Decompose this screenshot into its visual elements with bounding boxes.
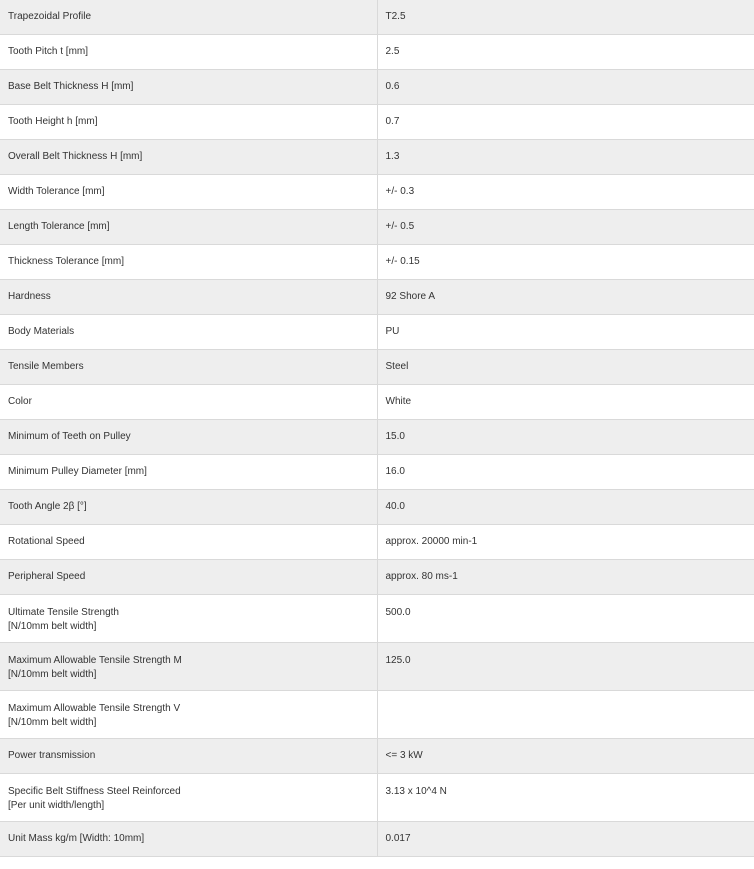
spec-value-cell (377, 315, 754, 350)
spec-label-cell (0, 643, 377, 691)
spec-value-cell (377, 280, 754, 315)
spec-value-cell (377, 105, 754, 140)
spec-value: approx. 80 ms-1 (385, 571, 458, 582)
spec-label: Width Tolerance [mm] (8, 186, 105, 197)
table-row (0, 140, 754, 175)
spec-value-cell (377, 643, 754, 691)
table-row (0, 595, 754, 643)
spec-label-cell (0, 210, 377, 245)
spec-label-cell (0, 245, 377, 280)
spec-label-cell (0, 280, 377, 315)
spec-label-cell (0, 490, 377, 525)
spec-label-cell (0, 175, 377, 210)
spec-label: Power transmission (8, 750, 96, 761)
table-row (0, 175, 754, 210)
spec-value-cell (377, 210, 754, 245)
spec-value-cell (377, 140, 754, 175)
spec-value-cell (377, 455, 754, 490)
spec-value-cell (377, 70, 754, 105)
spec-value: PU (385, 326, 400, 337)
spec-label: Unit Mass kg/m [Width: 10mm] (8, 833, 145, 844)
table-row (0, 0, 754, 35)
spec-value-cell (377, 691, 754, 739)
spec-value-cell (377, 739, 754, 774)
table-row (0, 490, 754, 525)
spec-label: Minimum Pulley Diameter [mm] (8, 466, 147, 477)
spec-value: 125.0 (385, 655, 411, 666)
table-row (0, 105, 754, 140)
spec-value: +/- 0.3 (385, 186, 415, 197)
table-row (0, 691, 754, 739)
table-row (0, 315, 754, 350)
spec-label: Ultimate Tensile Strength (8, 607, 119, 618)
spec-value-cell (377, 350, 754, 385)
spec-value: +/- 0.5 (385, 221, 415, 232)
spec-value: 500.0 (385, 607, 411, 618)
spec-label: Maximum Allowable Tensile Strength M (8, 655, 182, 666)
spec-label-cell (0, 140, 377, 175)
spec-label-cell (0, 70, 377, 105)
spec-value-cell (377, 822, 754, 857)
spec-value-cell (377, 560, 754, 595)
table-row (0, 350, 754, 385)
spec-value-cell (377, 0, 754, 35)
spec-value: 16.0 (385, 466, 405, 477)
spec-label: Thickness Tolerance [mm] (8, 256, 124, 267)
spec-label: Length Tolerance [mm] (8, 221, 110, 232)
spec-label: Overall Belt Thickness H [mm] (8, 151, 143, 162)
spec-value-cell (377, 245, 754, 280)
spec-label-cell (0, 385, 377, 420)
spec-label: Minimum of Teeth on Pulley (8, 431, 131, 442)
spec-label-cell (0, 739, 377, 774)
spec-label: Base Belt Thickness H [mm] (8, 81, 134, 92)
spec-label: Hardness (8, 291, 51, 302)
spec-value: 0.017 (385, 833, 411, 844)
table-row (0, 560, 754, 595)
spec-value: White (385, 396, 412, 407)
spec-value: <= 3 kW (385, 750, 423, 761)
spec-label: Tensile Members (8, 361, 84, 372)
table-row (0, 70, 754, 105)
spec-value: 0.6 (385, 81, 400, 92)
spec-label: Trapezoidal Profile (8, 11, 92, 22)
spec-value-cell (377, 420, 754, 455)
spec-label: Specific Belt Stiffness Steel Reinforced (8, 786, 181, 797)
spec-label-cell (0, 774, 377, 822)
spec-value-cell (377, 385, 754, 420)
spec-label-cell (0, 595, 377, 643)
spec-label: Body Materials (8, 326, 75, 337)
spec-value: 40.0 (385, 501, 405, 512)
spec-label: Tooth Pitch t [mm] (8, 46, 89, 57)
table-row (0, 455, 754, 490)
table-row (0, 420, 754, 455)
spec-value-cell (377, 774, 754, 822)
spec-label: Color (8, 396, 32, 407)
table-row (0, 210, 754, 245)
spec-label: Rotational Speed (8, 536, 85, 547)
table-row (0, 280, 754, 315)
table-row (0, 385, 754, 420)
spec-label-cell (0, 455, 377, 490)
spec-label: [N/10mm belt width] (8, 717, 97, 728)
spec-value: 92 Shore A (385, 291, 435, 302)
spec-label-cell (0, 315, 377, 350)
table-row (0, 35, 754, 70)
spec-value-cell (377, 525, 754, 560)
table-row (0, 245, 754, 280)
spec-label-cell (0, 35, 377, 70)
spec-label-cell (0, 0, 377, 35)
spec-label-cell (0, 822, 377, 857)
spec-value: 3.13 x 10^4 N (385, 786, 447, 797)
spec-label: Peripheral Speed (8, 571, 86, 582)
spec-label: [N/10mm belt width] (8, 669, 97, 680)
spec-label-cell (0, 105, 377, 140)
table-row (0, 643, 754, 691)
spec-value-cell (377, 35, 754, 70)
spec-value: Steel (385, 361, 409, 372)
spec-value: 0.7 (385, 116, 400, 127)
spec-label-cell (0, 350, 377, 385)
table-row (0, 525, 754, 560)
table-row (0, 774, 754, 822)
spec-value: T2.5 (385, 11, 406, 22)
spec-value-cell (377, 595, 754, 643)
spec-value: 15.0 (385, 431, 405, 442)
spec-value: +/- 0.15 (385, 256, 420, 267)
spec-label: Tooth Angle 2β [°] (8, 501, 87, 512)
spec-label-cell (0, 691, 377, 739)
spec-value: 2.5 (385, 46, 400, 57)
spec-label: [Per unit width/length] (8, 800, 105, 811)
spec-label-cell (0, 560, 377, 595)
spec-label-cell (0, 420, 377, 455)
spec-label: [N/10mm belt width] (8, 621, 97, 632)
spec-label: Tooth Height h [mm] (8, 116, 98, 127)
spec-label-cell (0, 525, 377, 560)
spec-label: Maximum Allowable Tensile Strength V (8, 703, 181, 714)
spec-value: 1.3 (385, 151, 400, 162)
spec-value-cell (377, 490, 754, 525)
spec-value: approx. 20000 min-1 (385, 536, 478, 547)
table-row (0, 739, 754, 774)
table-row (0, 822, 754, 857)
spec-value-cell (377, 175, 754, 210)
